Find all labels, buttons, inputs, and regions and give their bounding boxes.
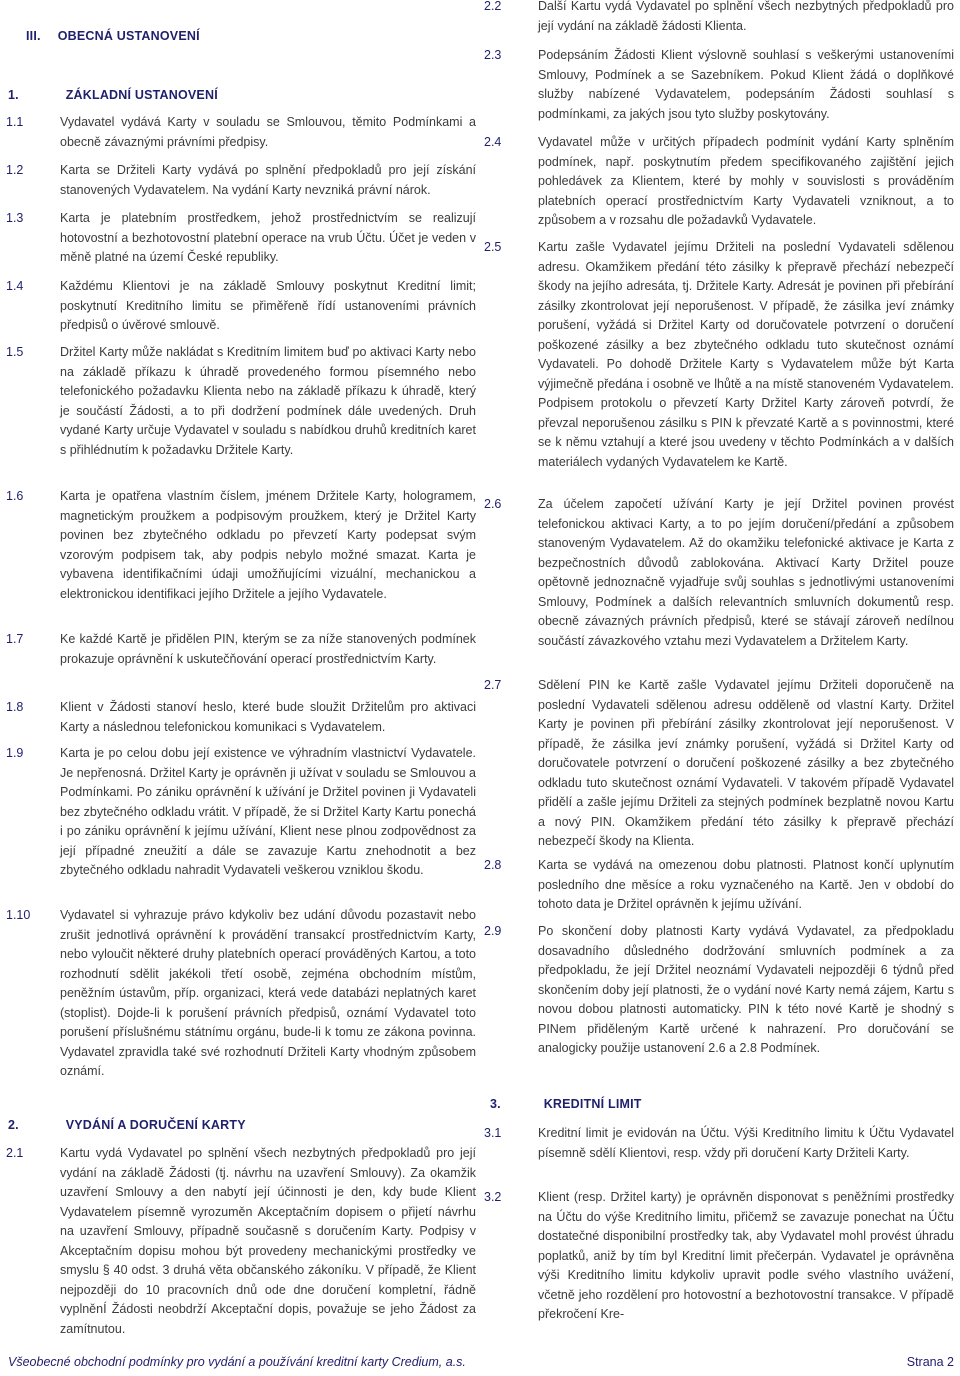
clause-1-7: [6, 630, 476, 669]
clause-text: Kartu vydá Vydavatel po splnění všech nezbytných předpokladů pro její vydání na základě Žádosti (tj. návrhu na uzavření Smlouvy). Za okamžik uzavření Smlouvy a den nabytí její účinnosti je den, kdy bude Klient Vydavatelem písemně vyrozuměn Akceptačním dopisem o přijetí návrhu na uzavření Smlouvy, případně současně s doručením Karty. Podpisy v Akceptačním dopisu mohou být provedeny mechanickými prostředky ve smyslu § 40 odst. 3 druhá věta občanského zákoníku. V případě, že Klient nejpozději do 10 pracovních dnů ode dne doručení kompletní, řádně vyplněnÍ Žádosti neobdrží Akceptační dopis, považuje se jeho Žádost za zamítnutou.: [60, 1146, 476, 1336]
clause-1-4: [6, 277, 476, 336]
clause-text: Podepsáním Žádosti Klient výslovně souhlasí s veškerými ustanoveními Smlouvy, Podmínek a se Sazebníkem. Pokud Klient žádá o doplňkové služby nabízené Vydavatelem, podepsáním Žádosti souhlasí s podmínkami, za jakých jsou tyto služby poskytovány.: [538, 48, 954, 121]
clause-text: Karta se Držiteli Karty vydává po splnění předpokladů pro její získání stanovených Vydavatelem. Na vydání Karty nevzniká právní nárok.: [60, 163, 476, 197]
clause-number: 1.6: [6, 489, 24, 503]
clause-number: 2.5: [484, 240, 502, 254]
clause-text: Karta je opatřena vlastním číslem, jménem Držitele Karty, hologramem, magnetickým proužkem a podpisovým proužkem, který je Držitel Karty povinen bez zbytečného odkladu po převzetí Karty podepsat svým vzorovým podpisem tak, aby podpis nebylo možné smazat. Karta je vybavena identifikačními údaji umožňujícími vizuální, mechanickou a elektronickou identifikaci jejího Držitele a jejího Vydavatele.: [60, 489, 476, 601]
clause-3-1: [484, 1124, 954, 1163]
clause-number: 2.1: [6, 1146, 24, 1160]
clause-1-3: [6, 209, 476, 268]
section-heading-obecna: [26, 29, 200, 43]
clause-1-1: [6, 113, 476, 152]
clause-text: Další Kartu vydá Vydavatel po splnění všech nezbytných předpokladů pro její vydání na základě žádosti Klienta.: [538, 0, 954, 33]
clause-2-9: [484, 922, 954, 1059]
clause-number: 2.8: [484, 858, 502, 872]
clause-text: Klient v Žádosti stanoví heslo, které bude sloužit Držitelům pro aktivaci Karty a následnou telefonickou komunikaci s Vydavatelem.: [60, 700, 476, 734]
page-number: Strana 2: [906, 1355, 954, 1369]
clause-number: 1.9: [6, 746, 24, 760]
clause-text: Kreditní limit je evidován na Účtu. Výši Kreditního limitu k Účtu Vydavatel písemně sdělí Klientovi, resp. vždy při doručení Karty Držiteli Karty.: [538, 1126, 954, 1160]
section-title: ZÁKLADNÍ USTANOVENÍ: [65, 88, 218, 102]
section-title: KREDITNÍ LIMIT: [543, 1097, 642, 1111]
clause-2-7: [484, 676, 954, 852]
clause-number: 1.2: [6, 163, 24, 177]
footer-title: Všeobecné obchodní podmínky pro vydání a používání kreditní karty Credium, a.s.: [8, 1355, 466, 1369]
clause-number: 1.4: [6, 279, 24, 293]
clause-text: Karta je platebním prostředkem, jehož prostřednictvím se realizují hotovostní a bezhotovostní platební operace na vrub Účtu. Účet je veden v měně platné na území České republiky.: [60, 211, 476, 264]
clause-text: Každému Klientovi je na základě Smlouvy poskytnut Kreditní limit; poskytnutí Kreditního limitu se přiměřeně řídí ustanoveními právních předpisů o úvěrové smlouvě.: [60, 279, 476, 332]
clause-number: 2.4: [484, 135, 502, 149]
clause-text: Kartu zašle Vydavatel jejímu Držiteli na poslední Vydavateli sdělenou adresu. Okamžikem předání této zásilky k přepravě přechází nebezpečí škody na jejího adresáta, tj. Držitele Karty. Adresát je povinen při přebírání zásilky zkontrolovat její neporušenost. V případě, že zásilka jeví známky porušení, vyžádá si Držitel Karty od doručovatele potvrzení o doručení poškozené zásilky a bez zbytečného odkladu tuto skutečnost oznámí Vydavateli. Po dohodě Držitele Karty s Vydavatelem může být Karta výjimečně předána i osobně ve lhůtě a na místě stanoveném Vydavatelem. Podpisem protokolu o převzetí Karty Držitel Karty zároveň potvrdí, že převzal neporušenou zásilku s PIN k převzaté Kartě a s povinnostmi, které se k němu vztahují a které jsou uvedeny v těchto Podmínkách a v dalších materiálech vydaných Vydavatelem ke Kartě.: [538, 240, 954, 469]
clause-text: Ke každé Kartě je přidělen PIN, kterým se za níže stanovených podmínek prokazuje oprávnění k uskutečňování operací prostřednictvím Karty.: [60, 632, 476, 666]
clause-number: 2.2: [484, 0, 502, 13]
clause-text: Sdělení PIN ke Kartě zašle Vydavatel jejímu Držiteli doporučeně na poslední Vydavateli sdělenou adresu odděleně od vlastní Karty. Držitel Karty je povinen při přebírání zásilky zkontrolovat její neporušenost. V případě, že zásilka jeví známky porušení, vyžádá si Držitel Karty od doručovatele potvrzení o doručení poškozené zásilky a bez zbytečného odkladu tuto skutečnost oznámí Vydavateli. V takovém případě Vydavatel přidělí a zašle jejímu Držiteli za stejných podmínek bezplatně novou Kartu a nový PIN. Okamžikem předání této zásilky k přepravě přechází nebezpečí škody na Klienta.: [538, 678, 954, 848]
clause-text: Za účelem započetí užívání Karty je její Držitel povinen provést telefonickou aktivaci Karty, a to po jejím doručení/předání a způsobem stanoveným Vydavatelem. Až do okamžiku telefonické aktivace je Karta z bezpečnostních důvodů zablokována. Aktivací Karty Držitel pouze opětovně jednoznačně vyjadřuje svůj souhlas s jednotlivými ustanoveními Smlouvy, Podmínek a dalších relevantních smluvních dokumentů resp. obecně závazných právních předpisů, které se stávají zároveň nedílnou součástí závazkového vztahu mezi Vydavatelem a Držitelem Karty.: [538, 497, 954, 648]
clause-2-2: [484, 0, 954, 36]
clause-number: 1.5: [6, 345, 24, 359]
clause-number: 1.8: [6, 700, 24, 714]
section-number: 1.: [8, 88, 19, 102]
clause-text: Karta se vydává na omezenou dobu platnosti. Platnost končí uplynutím posledního dne měsíce a roku vyznačeného na Kartě. Jen v období do tohoto data je Držitel oprávněn k jejímu užívání.: [538, 858, 954, 911]
section-heading-kreditni-limit: [490, 1097, 642, 1111]
clause-number: 1.7: [6, 632, 24, 646]
clause-2-4: [484, 133, 954, 231]
clause-text: Vydavatel může v určitých případech podmínit vydání Karty splněním podmínek, např. poskytnutím předem specifikovaného zajištění jejich pohledávek za Klientem, které by mohly v souvislosti s prováděním platebních operací prostřednictvím Karty Vydavateli vzniknout, a to způsobem a v rozsahu dle požadavků Vydavatele.: [538, 135, 954, 227]
clause-number: 2.9: [484, 924, 502, 938]
clause-number: 2.7: [484, 678, 502, 692]
clause-text: Vydavatel si vyhrazuje právo kdykoliv bez udání důvodu pozastavit nebo zrušit jednotlivá oprávnění k provádění transakcí prostřednictvím Karty, nebo vyloučit některé druhy platebních operací prováděných Kartou, a toto rozhodnutí sdělit jakékoli třetí osobě, zejména obchodním místům, peněžním ústavům, příp. organizaci, která vede databázi neplatných karet (stoplist). Dojde-li k porušení právních předpisů, oznámí Vydavatel toto porušení příslušnému státnímu orgánu, bude-li k tomu ze zákona povinna. Vydavatel zpravidla také své rozhodnutí Držiteli Karty vhodným způsobem oznámí.: [60, 908, 476, 1078]
clause-1-9: [6, 744, 476, 881]
clause-2-8: [484, 856, 954, 915]
clause-2-6: [484, 495, 954, 651]
clause-text: Držitel Karty může nakládat s Kreditním limitem buď po aktivaci Karty nebo na základě příkazu k úhradě provedeného formou písemného nebo telefonického požadavku Klienta nebo na základě příkazu k úhradě, který je součástí Žádosti, a to při dodržení podmínek dále uvedených. Druh vydané Karty určuje Vydavatel v souladu s nabídkou druhů kreditních karet s přihlédnutím k požadavku Držitele Karty.: [60, 345, 476, 457]
clause-number: 2.3: [484, 48, 502, 62]
section-number: 3.: [490, 1097, 501, 1111]
section-title: OBECNÁ USTANOVENÍ: [57, 29, 200, 43]
clause-number: 1.3: [6, 211, 24, 225]
clause-number: 3.2: [484, 1190, 502, 1204]
clause-1-10: [6, 906, 476, 1082]
clause-1-5: [6, 343, 476, 460]
page-footer: [8, 1355, 954, 1369]
clause-1-6: [6, 487, 476, 604]
clause-1-2: [6, 161, 476, 200]
clause-text: Karta je po celou dobu její existence ve výhradním vlastnictví Vydavatele. Je nepřenosná. Držitel Karty je oprávněn ji užívat v souladu se Smlouvou a Podmínkami. Po zániku oprávnění k užívání je Držitel povinen ji Vydavateli bez zbytečného odkladu vrátit. V případě, že si Držitel Karty Kartu ponechá i po zániku oprávnění k jejímu užívání, Klient nese plnou zodpovědnost za její případné zneužití a dále se zavazuje Kartu znehodnotit a bez zbytečného odkladu nahradit Vydavateli veškerou vzniklou škodu.: [60, 746, 476, 877]
section-heading-vydani: [8, 1118, 246, 1132]
clause-number: 3.1: [484, 1126, 502, 1140]
clause-2-3: [484, 46, 954, 124]
clause-3-2: [484, 1188, 954, 1325]
clause-1-8: [6, 698, 476, 737]
section-number: 2.: [8, 1118, 19, 1132]
clause-number: 1.10: [6, 908, 31, 922]
clause-number: 1.1: [6, 115, 24, 129]
section-number: III.: [26, 29, 41, 43]
clause-text: Klient (resp. Držitel karty) je oprávněn disponovat s peněžními prostředky na Účtu do výše Kreditního limitu, přičemž se zavazuje ponechat na Účtu dostatečné disponibilní prostředky tak, aby Vydavatel mohl provést úhradu poplatků, aniž by tím byl Kreditní limit přečerpán. Vydavatel je oprávněna výši Kreditního limitu kdykoliv upravit podle svého vlastního uvážení, včetně jeho rozdělení pro hotovostní a bezhotovostní transakce. V případě překročení Kre-: [538, 1190, 954, 1321]
clause-text: Po skončení doby platnosti Karty vydává Vydavatel, za předpokladu dosavadního důsledného dodržování smluvních podmínek a za předpokladu, že její Držitel neoznámí Vydavateli nejpozději 6 týdnů před skončením doby její platnosti, že o vydání nové Karty nemá zájem, Kartu s novou dobou platnosti automaticky. PIN k této nové Kartě je shodný s PINem přiděleným Kartě určené k nahrazení. Pro doručování se analogicky použije ustanovení 2.6 a 2.8 Podmínek.: [538, 924, 954, 1055]
clause-number: 2.6: [484, 497, 502, 511]
clause-2-1: [6, 1144, 476, 1339]
section-title: VYDÁNÍ A DORUČENÍ KARTY: [65, 1118, 246, 1132]
clause-text: Vydavatel vydává Karty v souladu se Smlouvou, těmito Podmínkami a obecně závaznými právními předpisy.: [60, 115, 476, 149]
section-heading-zakladni: [8, 88, 218, 102]
clause-2-5: [484, 238, 954, 472]
